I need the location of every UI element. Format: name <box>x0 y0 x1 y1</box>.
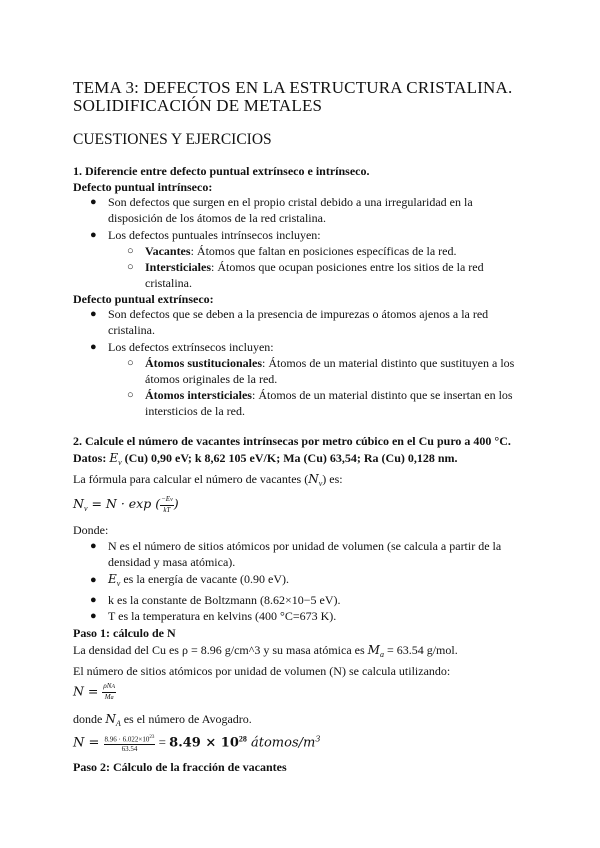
equation-N-result <box>73 733 320 754</box>
intersticiales-atom-text: : Átomos de un material distinto que se insertan en los <box>251 388 513 402</box>
donde-NA-a: donde <box>73 712 106 726</box>
intersticiales-item <box>145 260 484 275</box>
paso-2-heading: Paso 2: Cálculo de la fracción de vacantes <box>73 760 287 774</box>
densidad-b: = 63.54 g/mol. <box>383 643 458 657</box>
vacantes-item <box>145 244 456 259</box>
eq-N2-num: 8.96 · 6.022×10 <box>104 735 150 744</box>
eq-nv-sub: v <box>83 503 88 513</box>
question-2-data <box>73 451 458 467</box>
bullet-E-text: es la energía de vacante (0.90 eV). <box>120 572 290 586</box>
intersticiales-term: Intersticiales <box>145 260 211 274</box>
sub-bullet-circle: ○ <box>127 261 134 273</box>
eq-N2-value: 8.49 × 10 <box>169 735 239 751</box>
bullet-E-symbol: E <box>108 572 117 586</box>
eq-N-fraction <box>102 682 116 703</box>
intersticiales-atom-line-2: intersticios de la red. <box>145 404 245 418</box>
eq-frac-den: kT <box>163 506 171 514</box>
vacantes-term: Vacantes <box>145 244 191 258</box>
eq-N-den-sub: a <box>110 695 114 701</box>
densidad-a: La densidad del Cu es ρ = 8.96 g/cm^3 y su masa atómica es <box>73 643 368 657</box>
intersticiales-line-2: cristalina. <box>145 276 192 290</box>
eq-N2-unit-exp: 3 <box>315 734 321 744</box>
bullet-dot: ● <box>90 610 97 622</box>
sustitucionales-term: Átomos sustitucionales <box>145 356 263 370</box>
sustitucionales-line-2: átomos originales de la red. <box>145 372 278 386</box>
sustitucionales-item <box>145 356 514 371</box>
bullet-dot: ● <box>90 229 97 241</box>
eq-N-lhs: N = <box>73 683 103 699</box>
sustitucionales-text: : Átomos de un material distinto que sustituyen a los <box>262 356 515 370</box>
document-title-line-2: SOLIDIFICACIÓN DE METALES <box>73 96 323 115</box>
eq-N-den: M <box>104 693 111 701</box>
bullet-N-line-1: N es el número de sitios atómicos por unidad de volumen (se calcula a partir de la <box>108 539 502 553</box>
paso-1-heading: Paso 1: cálculo de N <box>73 626 176 640</box>
eq-N2-fraction <box>104 733 156 754</box>
question-2-heading: 2. Calcule el número de vacantes intrínsecas por metro cúbico en el Cu puro a 400 °C. <box>73 434 511 448</box>
eq-N2-unit: átomos/m <box>246 735 316 751</box>
extrinsic-bullet-1-line-1: Son defectos que se deben a la presencia de impurezas o átomos ajenos a la red <box>108 307 489 321</box>
bullet-dot: ● <box>90 594 97 606</box>
donde-label: Donde: <box>73 523 109 537</box>
data-prefix: Datos: <box>73 451 110 465</box>
extrinsic-label: Defecto puntual extrínseco: <box>73 292 214 306</box>
document-title-line-1: TEMA 3: DEFECTOS EN LA ESTRUCTURA CRISTALINA. <box>73 78 513 97</box>
densidad-M-sub: a <box>379 650 384 659</box>
eq-N2-lhs: N = <box>73 735 104 751</box>
eq-N2-eq: = <box>155 734 170 750</box>
eq-nv-fraction <box>160 495 174 515</box>
intrinsic-bullet-2: Los defectos puntuales intrínsecos incluyen: <box>108 228 321 242</box>
bullet-N-line-2: densidad y masa atómica). <box>108 555 236 569</box>
formula-intro-a: La fórmula para calcular el número de vacantes ( <box>73 472 309 486</box>
eq-close: ) <box>173 495 179 511</box>
eq-nv-N: N <box>73 495 84 511</box>
formula-intro-N: N <box>308 472 319 486</box>
data-E-symbol: E <box>109 451 119 465</box>
sub-bullet-circle: ○ <box>127 389 134 401</box>
eq-N2-den: 63.54 <box>121 745 138 754</box>
data-values: (Cu) 0,90 eV; k 8,62 105 eV/K; Ma (Cu) 63,54; Ra (Cu) 0,128 nm. <box>121 451 458 465</box>
bullet-dot: ● <box>90 574 97 586</box>
formula-intro-v: v <box>318 479 323 488</box>
eq-frac-num: −E <box>161 495 171 503</box>
eq-N2-num-exp: 23 <box>149 735 155 740</box>
bullet-E <box>108 572 289 588</box>
intrinsic-label: Defecto puntual intrínseco: <box>73 180 213 194</box>
intersticiales-atom-item <box>145 388 513 403</box>
donde-NA-N: N <box>105 712 116 726</box>
formula-intro-b: ) es: <box>322 472 343 486</box>
equation-N <box>73 682 116 703</box>
eq-frac-num-sub: v <box>170 497 173 503</box>
bullet-dot: ● <box>90 540 97 552</box>
donde-NA-line <box>73 712 252 728</box>
bullet-dot: ● <box>90 196 97 208</box>
donde-NA-b: es el número de Avogadro. <box>120 712 252 726</box>
sub-bullet-circle: ○ <box>127 357 134 369</box>
data-v-subscript: v <box>118 458 122 467</box>
sub-bullet-circle: ○ <box>127 245 134 257</box>
eq-N-num: ρN <box>103 682 112 690</box>
bullet-E-sub: v <box>116 579 121 588</box>
question-1-heading: 1. Diferencie entre defecto puntual extrínseco e intrínseco. <box>73 164 370 178</box>
intrinsic-bullet-1-line-2: disposición de los átomos de la red cristalina. <box>108 211 326 225</box>
eq-N2-exp: 28 <box>238 734 247 744</box>
eq-nv-rhs: = N · exp ( <box>87 495 161 511</box>
bullet-k: k es la constante de Boltzmann (8.62×10−5 eV). <box>108 593 341 607</box>
donde-NA-sub: A <box>115 719 121 728</box>
sitios-line: El número de sitios atómicos por unidad de volumen (N) se calcula utilizando: <box>73 664 451 678</box>
extrinsic-bullet-2: Los defectos extrínsecos incluyen: <box>108 340 274 354</box>
bullet-T: T es la temperatura en kelvins (400 °C=673 K). <box>108 609 337 623</box>
bullet-dot: ● <box>90 308 97 320</box>
extrinsic-bullet-1-line-2: cristalina. <box>108 323 155 337</box>
vacantes-text: : Átomos que faltan en posiciones específicas de la red. <box>190 244 457 258</box>
bullet-dot: ● <box>90 341 97 353</box>
section-title: CUESTIONES Y EJERCICIOS <box>73 131 272 148</box>
intersticiales-atom-term: Átomos intersticiales <box>145 388 252 402</box>
eq-N-num-sub: A <box>111 684 116 690</box>
equation-nv <box>73 495 179 515</box>
intersticiales-text: : Átomos que ocupan posiciones entre los sitios de la red <box>210 260 484 274</box>
intrinsic-bullet-1-line-1: Son defectos que surgen en el propio cristal debido a una irregularidad en la <box>108 195 473 209</box>
densidad-M: M <box>367 643 380 657</box>
formula-intro <box>73 472 343 488</box>
densidad-line <box>73 643 458 659</box>
